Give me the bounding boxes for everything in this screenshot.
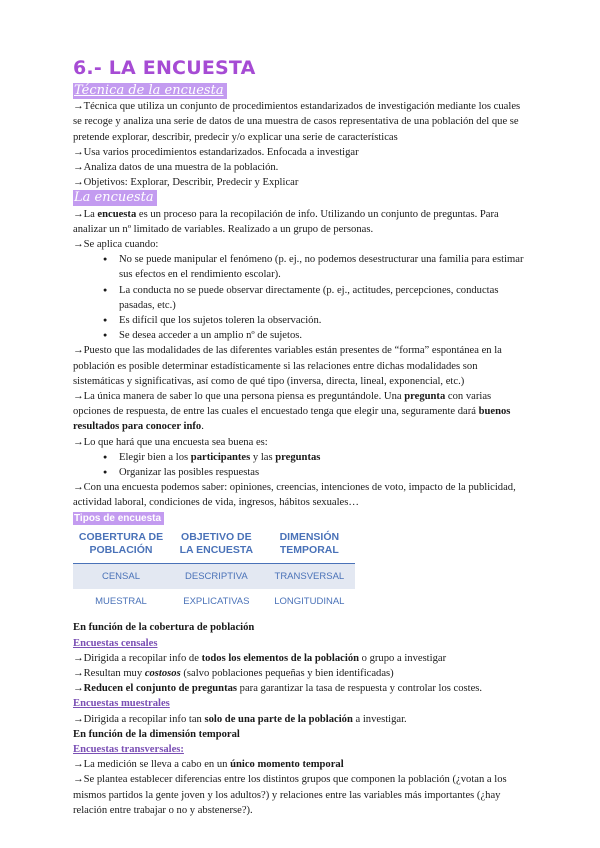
sub-heading-muestrales: Encuestas muestrales bbox=[73, 698, 170, 710]
page-title: 6.- LA ENCUESTA bbox=[73, 57, 256, 79]
text-span: Elegir bien a los bbox=[119, 451, 191, 463]
censales-line bbox=[73, 666, 529, 681]
bold-span: único momento temporal bbox=[230, 759, 344, 771]
tecnica-paragraph: →Objetivos: Explorar, Describir, Predecir y Explicar bbox=[73, 177, 299, 189]
text-span: . bbox=[201, 421, 204, 433]
bold-span: participantes bbox=[190, 451, 251, 463]
table-header-row bbox=[73, 529, 355, 564]
unica-paragraph bbox=[73, 389, 529, 435]
bold-span: preguntas bbox=[275, 451, 321, 463]
document-page bbox=[73, 57, 529, 818]
table-cell: CENSAL bbox=[73, 563, 169, 589]
table-cell: DESCRIPTIVA bbox=[169, 563, 264, 589]
puesto-paragraph: →Puesto que las modalidades de las diferentes variables están presentes de “forma” espontánea en la población es posible determinar estadísticamente si las relaciones entre dichas modalidades son sistemáticas y significativas, así como de qué tipo (inversa, directa, lineal, exponencial, etc.) bbox=[73, 345, 502, 387]
text-span: →Dirigida a recopilar info de bbox=[73, 652, 202, 664]
censales-line bbox=[73, 651, 529, 666]
bold-span: costosos bbox=[144, 667, 181, 679]
list-item: ● No se puede manipular el fenómeno (p. ej., no podemos desestructurar una familia para estimar sus efectos en el rendimiento escolar). bbox=[103, 252, 529, 282]
aplica-list bbox=[73, 252, 529, 343]
list-item: ● Se desea acceder a un amplio nº de sujetos. bbox=[103, 328, 529, 343]
text-span: →La bbox=[73, 208, 98, 220]
text-span: y las bbox=[250, 451, 276, 463]
transversales-paragraph: →Se plantea establecer diferencias entre los distintos grupos que componen la población (¿votan a los mismos partidos la gente joven y los adultos?) y relaciones entre las variables más importantes (¿hay relación entre trabajar o no y abstenerse?). bbox=[73, 774, 507, 816]
section-temporal: En función de la dimensión temporal bbox=[73, 728, 240, 740]
text-span: →La única manera de saber lo que una persona piensa es preguntándole. Una bbox=[73, 391, 405, 403]
list-item bbox=[103, 450, 529, 465]
sub-heading-transversales: Encuestas transversales: bbox=[73, 743, 184, 755]
table-header: COBERTURA DE POBLACIÓN bbox=[73, 529, 169, 564]
tecnica-paragraph: →Analiza datos de una muestra de la población. bbox=[73, 162, 279, 174]
sub-heading-censales: Encuestas censales bbox=[73, 637, 158, 649]
table-header: OBJETIVO DE LA ENCUESTA bbox=[169, 529, 264, 564]
text-span: → bbox=[73, 683, 84, 695]
list-item: ● Es difícil que los sujetos toleren la observación. bbox=[103, 313, 529, 328]
heading-tecnica: Técnica de la encuesta bbox=[73, 83, 227, 99]
saber-paragraph: →Con una encuesta podemos saber: opiniones, creencias, intenciones de voto, impacto de la publicidad, actividad laboral, condiciones de vida, ingresos, hábitos sexuales… bbox=[73, 482, 516, 509]
censales-line bbox=[73, 681, 529, 696]
list-item: ● La conducta no se puede observar directamente (p. ej., actitudes, percepciones, conductas pasadas, etc.) bbox=[103, 283, 529, 313]
buena-line: →Lo que hará que una encuesta sea buena es: bbox=[73, 436, 268, 448]
buena-list bbox=[73, 450, 529, 480]
table-row bbox=[73, 589, 355, 614]
types-table bbox=[73, 529, 355, 614]
text-span: →Dirigida a recopilar info tan bbox=[73, 713, 205, 725]
table-row bbox=[73, 563, 355, 589]
table-cell: MUESTRAL bbox=[95, 596, 147, 608]
muestrales-line bbox=[73, 712, 529, 727]
table-header: DIMENSIÓN TEMPORAL bbox=[264, 529, 355, 564]
text-span: o grupo a investigar bbox=[359, 652, 447, 664]
text-span: (salvo poblaciones pequeñas y bien identificadas) bbox=[180, 667, 394, 679]
list-item: ● Organizar las posibles respuestas bbox=[103, 465, 529, 480]
encuesta-definition bbox=[73, 207, 529, 237]
table-cell: LONGITUDINAL bbox=[274, 596, 345, 608]
table-cell: EXPLICATIVAS bbox=[183, 596, 250, 608]
text-span: a investigar. bbox=[352, 713, 407, 725]
aplica-line: →Se aplica cuando: bbox=[73, 239, 159, 251]
tecnica-paragraph: →Técnica que utiliza un conjunto de procedimientos estandarizados de investigación mediante los cuales se recoge y analiza una serie de datos de una muestra de casos representativa de una población del que se pretende explorar, describir, predecir y/o explicar una serie de características bbox=[73, 101, 521, 143]
text-span: →Resultan muy bbox=[73, 667, 145, 679]
bold-span: todos los elementos de la población bbox=[201, 652, 360, 664]
table-cell: TRANSVERSAL bbox=[264, 563, 355, 589]
text-span: es un proceso para la recopilación de info. Utilizando un conjunto de preguntas. Para analizar un nº limitado de variables. Realizado a un grupo de personas. bbox=[73, 208, 499, 235]
bold-span: solo de una parte de la población bbox=[204, 713, 353, 725]
transversales-line bbox=[73, 757, 529, 772]
bold-span: encuesta bbox=[97, 208, 137, 220]
text-span: con varias opciones de respuesta, de entre las cuales el encuestado tenga que elegir una, seguramente dará bbox=[73, 391, 492, 418]
heading-encuesta: La encuesta bbox=[73, 190, 157, 206]
bold-span: pregunta bbox=[404, 391, 446, 403]
text-span: para garantizar la tasa de respuesta y controlar los costes. bbox=[237, 683, 483, 695]
text-span: →La medición se lleva a cabo en un bbox=[73, 759, 231, 771]
bold-span: buenos resultados para conocer info bbox=[73, 406, 511, 433]
heading-tipos: Tipos de encuesta bbox=[73, 512, 164, 525]
bold-span: Reducen el conjunto de preguntas bbox=[83, 683, 238, 695]
section-cobertura: En función de la cobertura de población bbox=[73, 622, 255, 634]
tecnica-paragraph: →Usa varios procedimientos estandarizados. Enfocada a investigar bbox=[73, 146, 359, 158]
